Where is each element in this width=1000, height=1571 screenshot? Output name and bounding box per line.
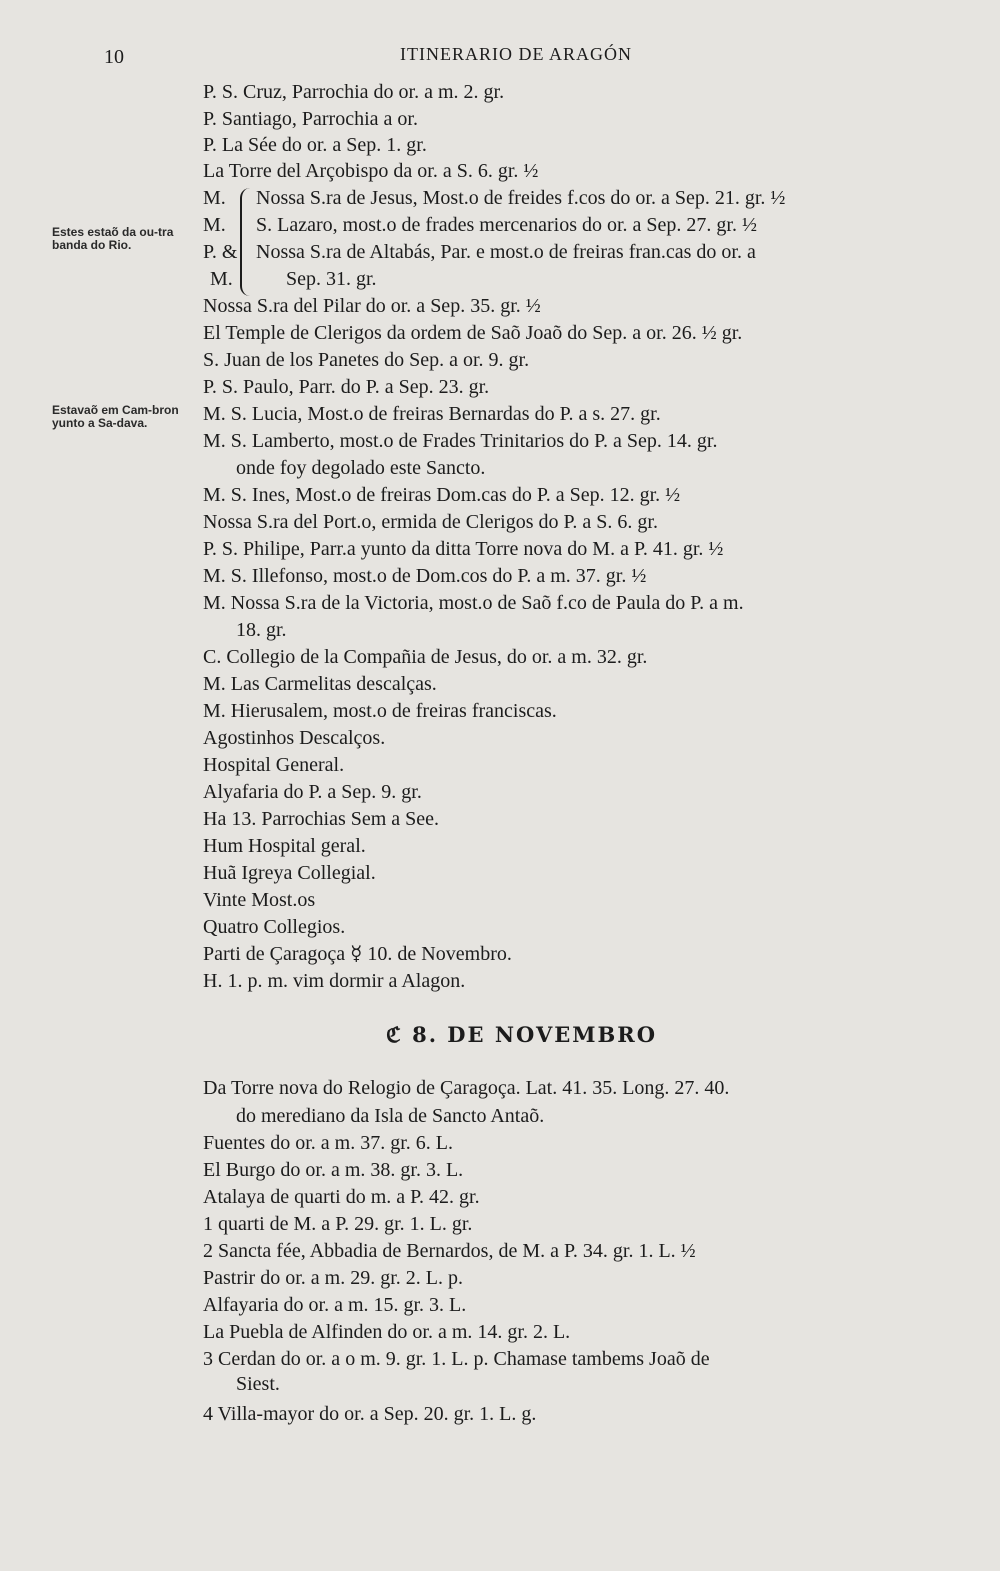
- text-line: Siest.: [236, 1373, 280, 1395]
- text-line: Alyafaria do P. a Sep. 9. gr.: [203, 781, 422, 803]
- text-line: Nossa S.ra de Altabás, Par. e most.o de freiras fran.cas do or. a: [256, 241, 756, 263]
- text-line: Alfayaria do or. a m. 15. gr. 3. L.: [203, 1294, 467, 1316]
- brace: [240, 188, 252, 296]
- text-line: Quatro Collegios.: [203, 916, 346, 938]
- page-number: 10: [104, 46, 124, 68]
- text-line: Sep. 31. gr.: [286, 268, 377, 290]
- text-line: M. Las Carmelitas descalças.: [203, 673, 437, 695]
- text-line: M. S. Ines, Most.o de freiras Dom.cas do P. a Sep. 12. gr. ½: [203, 484, 681, 506]
- text-line: Nossa S.ra del Pilar do or. a Sep. 35. gr. ½: [203, 295, 541, 317]
- text-line: onde foy degolado este Sancto.: [236, 457, 486, 479]
- text-line: 2 Sancta fée, Abbadia de Bernardos, de M. a P. 34. gr. 1. L. ½: [203, 1240, 696, 1262]
- text-line: 18. gr.: [236, 619, 287, 641]
- text-line: H. 1. p. m. vim dormir a Alagon.: [203, 970, 466, 992]
- text-line: Ha 13. Parrochias Sem a See.: [203, 808, 440, 830]
- text-line: P. Santiago, Parrochia a or.: [203, 108, 418, 130]
- brace-label: M.: [203, 187, 226, 209]
- running-head: ITINERARIO DE ARAGÓN: [400, 44, 632, 64]
- text-line: M. Nossa S.ra de la Victoria, most.o de Saõ f.co de Paula do P. a m.: [203, 592, 744, 614]
- text-line: P. S. Philipe, Parr.a yunto da ditta Torre nova do M. a P. 41. gr. ½: [203, 538, 724, 560]
- text-line: Hum Hospital geral.: [203, 835, 366, 857]
- text-line: do merediano da Isla de Sancto Antaõ.: [236, 1105, 545, 1127]
- text-line: Nossa S.ra del Port.o, ermida de Clerigos do P. a S. 6. gr.: [203, 511, 658, 533]
- text-line: Nossa S.ra de Jesus, Most.o de freides f.cos do or. a Sep. 21. gr. ½: [256, 187, 786, 209]
- text-line: P. S. Cruz, Parrochia do or. a m. 2. gr.: [203, 81, 505, 103]
- text-line: Atalaya de quarti do m. a P. 42. gr.: [203, 1186, 480, 1208]
- text-line: Fuentes do or. a m. 37. gr. 6. L.: [203, 1132, 453, 1154]
- text-line: El Temple de Clerigos da ordem de Saõ Joaõ do Sep. a or. 26. ½ gr.: [203, 322, 743, 344]
- text-line: 3 Cerdan do or. a o m. 9. gr. 1. L. p. Chamase tambems Joaõ de: [203, 1348, 710, 1370]
- text-line: P. S. Paulo, Parr. do P. a Sep. 23. gr.: [203, 376, 490, 398]
- margin-note: Estavaõ em Cam-bron yunto a Sa-dava.: [52, 403, 179, 430]
- text-line: Vinte Most.os: [203, 889, 316, 911]
- text-line: La Torre del Arçobispo da or. a S. 6. gr. ½: [203, 160, 539, 182]
- text-line: Pastrir do or. a m. 29. gr. 2. L. p.: [203, 1267, 463, 1289]
- text-line: Huã Igreya Collegial.: [203, 862, 376, 884]
- text-line: Da Torre nova do Relogio de Çaragoça. Lat. 41. 35. Long. 27. 40.: [203, 1077, 730, 1099]
- text-line: S. Lazaro, most.o de frades mercenarios do or. a Sep. 27. gr. ½: [256, 214, 757, 236]
- text-line: M. S. Illefonso, most.o de Dom.cos do P. a m. 37. gr. ½: [203, 565, 647, 587]
- text-line: El Burgo do or. a m. 38. gr. 3. L.: [203, 1159, 464, 1181]
- brace-label: P. &: [203, 241, 238, 263]
- text-line: C. Collegio de la Compañia de Jesus, do or. a m. 32. gr.: [203, 646, 648, 668]
- text-line: 1 quarti de M. a P. 29. gr. 1. L. gr.: [203, 1213, 473, 1235]
- margin-note: Estes estaõ da ou-tra banda do Rio.: [52, 225, 174, 252]
- brace-label: M.: [203, 214, 226, 236]
- text-line: M. S. Lucia, Most.o de freiras Bernardas do P. a s. 27. gr.: [203, 403, 661, 425]
- text-line: 4 Villa-mayor do or. a Sep. 20. gr. 1. L. g.: [203, 1403, 537, 1425]
- text-line: S. Juan de los Panetes do Sep. a or. 9. gr.: [203, 349, 530, 371]
- text-line: M. S. Lamberto, most.o de Frades Trinitarios do P. a Sep. 14. gr.: [203, 430, 718, 452]
- text-line: Agostinhos Descalços.: [203, 727, 386, 749]
- text-line: M. Hierusalem, most.o de freiras franciscas.: [203, 700, 557, 722]
- text-line: P. La Sée do or. a Sep. 1. gr.: [203, 134, 427, 156]
- brace-label: M.: [210, 268, 233, 290]
- text-line: Hospital General.: [203, 754, 345, 776]
- section-title: ℭ 8. DE NOVEMBRO: [386, 1022, 657, 1047]
- text-line: Parti de Çaragoça ☿ 10. de Novembro.: [203, 943, 512, 965]
- text-line: La Puebla de Alfinden do or. a m. 14. gr. 2. L.: [203, 1321, 571, 1343]
